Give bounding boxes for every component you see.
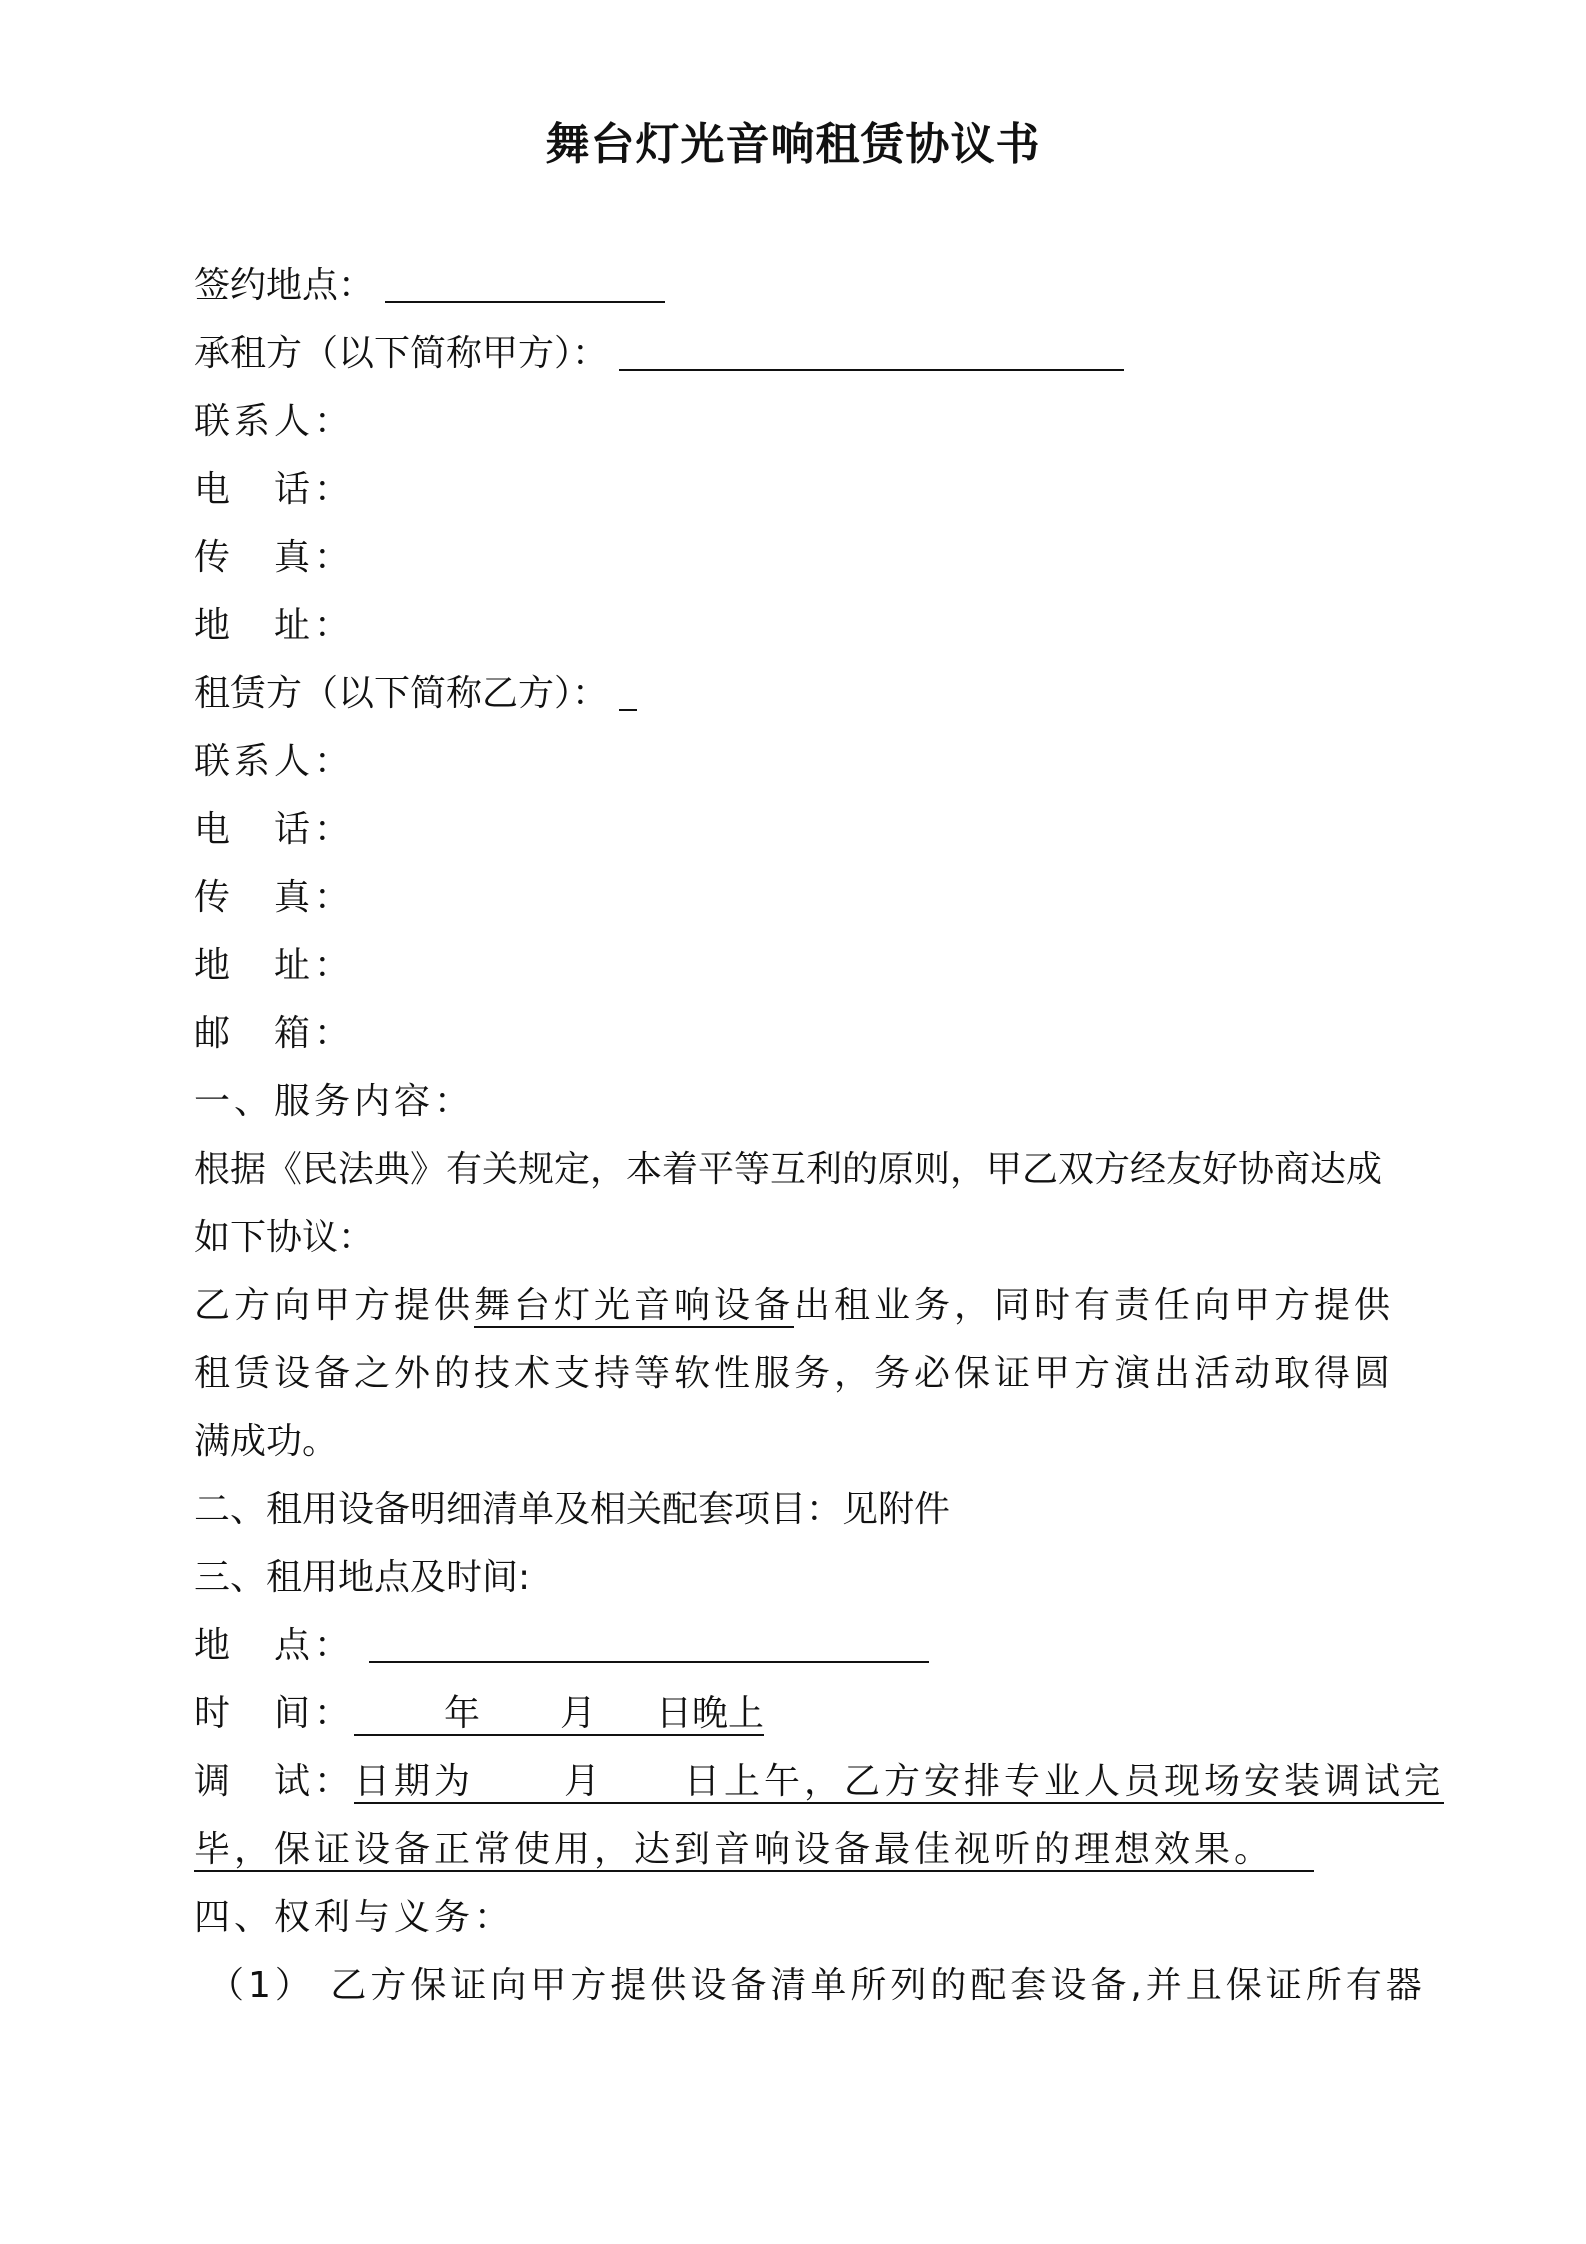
equipment-underlined: 舞台灯光音响设备 bbox=[474, 1285, 795, 1326]
lessor-label: 租赁方（以下简称乙方）： bbox=[194, 673, 609, 714]
section3-heading: 三、租用地点及时间: bbox=[194, 1557, 531, 1598]
lessee-fax: 传 真： bbox=[194, 537, 355, 578]
debug-value[interactable] bbox=[354, 1761, 1444, 1804]
lessor-line bbox=[194, 670, 637, 718]
signing-place-line bbox=[194, 262, 665, 310]
debug-line1 bbox=[194, 1758, 1444, 1806]
lessee-phone: 电 话： bbox=[194, 469, 355, 510]
signing-place-label: 签约地点： bbox=[194, 265, 375, 306]
section1-para2-line2: 租赁设备之外的技术支持等软性服务，务必保证甲方演出活动取得圆 bbox=[194, 1353, 1395, 1394]
para2-suffix: 出租业务，同时有责任向甲方提供 bbox=[794, 1285, 1395, 1326]
lessor-fax: 传 真： bbox=[194, 877, 355, 918]
rental-time-value[interactable] bbox=[354, 1693, 764, 1736]
section1-para2-line1 bbox=[194, 1282, 1394, 1330]
signing-place-blank[interactable] bbox=[385, 265, 665, 303]
lessor-contact: 联系人： bbox=[194, 741, 355, 782]
document-title: 舞台灯光音响租赁协议书 bbox=[545, 119, 1041, 170]
rental-place-blank[interactable] bbox=[369, 1625, 929, 1663]
debug-month: 月 bbox=[564, 1761, 605, 1802]
lessee-name-blank[interactable] bbox=[619, 333, 1124, 371]
lessee-line bbox=[194, 330, 1124, 378]
debug-text: 日上午，乙方安排专业人员现场安装调试完 bbox=[684, 1761, 1445, 1802]
rental-time-label: 时 间： bbox=[194, 1693, 355, 1734]
lessee-address: 地 址： bbox=[194, 605, 355, 646]
lessee-label: 承租方（以下简称甲方）： bbox=[194, 333, 609, 374]
debug-date-prefix: 日期为 bbox=[354, 1761, 475, 1802]
lessor-address: 地 址： bbox=[194, 945, 355, 986]
rental-place-label: 地 点： bbox=[194, 1625, 355, 1666]
debug-line2-text: 毕，保证设备正常使用，达到音响设备最佳视听的理想效果。 bbox=[194, 1829, 1314, 1872]
section4-item1: （1） 乙方保证向甲方提供设备清单所列的配套设备,并且保证所有器 bbox=[208, 1965, 1426, 2006]
debug-label: 调 试： bbox=[194, 1761, 355, 1802]
lessee-contact: 联系人： bbox=[194, 401, 355, 442]
lessor-name-blank[interactable] bbox=[619, 673, 637, 711]
section1-para2-line3: 满成功。 bbox=[194, 1421, 339, 1462]
rental-place-line bbox=[194, 1622, 929, 1670]
time-month: 月 bbox=[560, 1693, 597, 1734]
section1-para1-line1: 根据《民法典》有关规定，本着平等互利的原则，甲乙双方经友好协商达成 bbox=[194, 1149, 1383, 1190]
debug-line2 bbox=[194, 1826, 1314, 1874]
section1-para1-line2: 如下协议： bbox=[194, 1217, 375, 1258]
lessor-phone: 电 话： bbox=[194, 809, 355, 850]
section2-heading: 二、租用设备明细清单及相关配套项目：见附件 bbox=[194, 1489, 951, 1530]
section1-heading: 一、服务内容： bbox=[194, 1081, 475, 1122]
rental-time-line bbox=[194, 1690, 764, 1738]
lessor-email: 邮 箱： bbox=[194, 1013, 355, 1054]
section4-heading: 四、权利与义务： bbox=[194, 1897, 515, 1938]
para2-prefix: 乙方向甲方提供 bbox=[194, 1285, 475, 1326]
time-day: 日晚上 bbox=[656, 1693, 765, 1734]
time-year: 年 bbox=[444, 1693, 481, 1734]
